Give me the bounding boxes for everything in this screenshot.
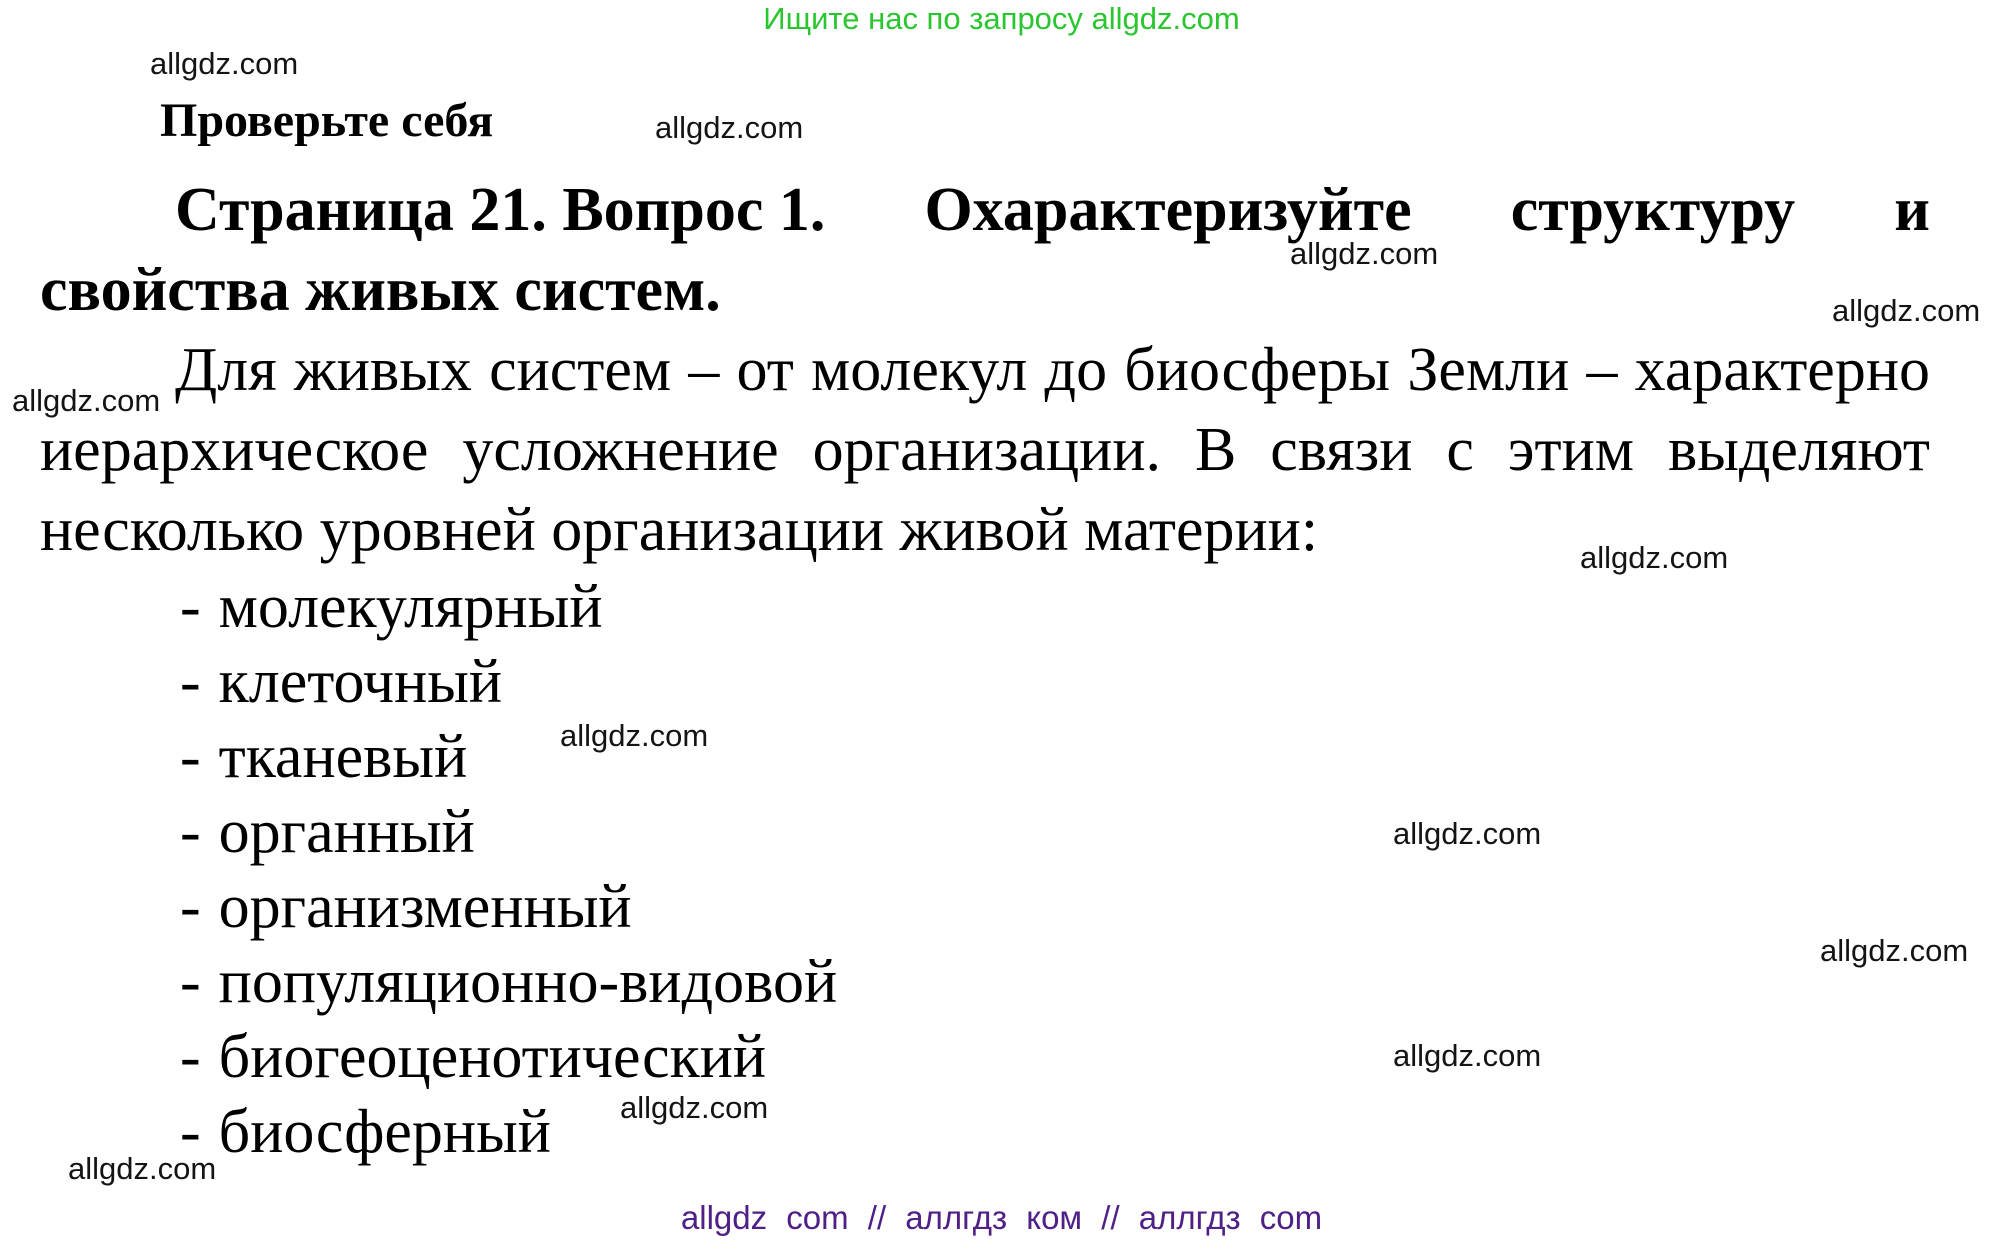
list-item — [40, 870, 1930, 945]
page-title: Проверьте себя — [160, 94, 494, 147]
list-item — [40, 1095, 1930, 1170]
list-item-label: биогеоценотический — [218, 1023, 767, 1091]
promo-banner: Ищите нас по запросу allgdz.com — [763, 1, 1240, 36]
list-item-label: биосферный — [218, 1098, 551, 1166]
list-dash: - — [180, 798, 201, 866]
watermark: allgdz.com — [1832, 293, 1981, 328]
list-item — [40, 945, 1930, 1020]
watermark: allgdz.com — [68, 1151, 217, 1186]
question-line-1 — [40, 170, 1930, 250]
list-item — [40, 720, 1930, 795]
question-word-3: и — [1894, 176, 1930, 244]
list-dash: - — [180, 873, 201, 941]
watermark: allgdz.com — [1580, 540, 1729, 575]
list-dash: - — [180, 648, 201, 716]
watermark: allgdz.com — [1820, 933, 1969, 968]
list-item — [40, 795, 1930, 870]
answer-text-block — [40, 72, 1930, 1170]
watermark: allgdz.com — [560, 718, 709, 753]
paragraph-line-1: Для живых систем – от молекул до биосферы Земли – характерно — [175, 336, 1930, 404]
list-item-label: органный — [218, 798, 475, 866]
paragraph-line-2: иерархическое усложнение организации. В связи с этим выделяют — [40, 416, 1930, 484]
question-word-1: Охарактеризуйте — [924, 176, 1412, 244]
watermark: allgdz.com — [620, 1090, 769, 1125]
list-item-label: молекулярный — [218, 573, 603, 641]
watermark: allgdz.com — [12, 383, 161, 418]
watermark: allgdz.com — [150, 46, 299, 81]
list-dash: - — [180, 723, 201, 791]
list-item — [40, 570, 1930, 645]
list-item-label: тканевый — [218, 723, 468, 791]
list-dash: - — [180, 1023, 201, 1091]
watermark: allgdz.com — [1393, 816, 1542, 851]
list-dash: - — [180, 1098, 201, 1166]
watermark: allgdz.com — [655, 110, 804, 145]
paragraph-line-3: несколько уровней организации живой материи: — [40, 496, 1319, 564]
list-item-label: организменный — [218, 873, 632, 941]
list-dash: - — [180, 573, 201, 641]
watermark: allgdz.com — [1393, 1038, 1542, 1073]
question-line-2: свойства живых систем. — [40, 256, 721, 324]
footer-site-line: allgdz com // аллгдз ком // аллгдз com — [680, 1199, 1323, 1236]
list-item — [40, 645, 1930, 720]
list-item — [40, 1020, 1930, 1095]
watermark: allgdz.com — [1290, 236, 1439, 271]
list-item-label: популяционно-видовой — [218, 948, 838, 1016]
list-dash: - — [180, 948, 201, 1016]
list-item-label: клеточный — [218, 648, 503, 716]
question-word-2: структуру — [1510, 176, 1796, 244]
question-page-number: Страница 21. Вопрос 1. — [175, 176, 826, 244]
